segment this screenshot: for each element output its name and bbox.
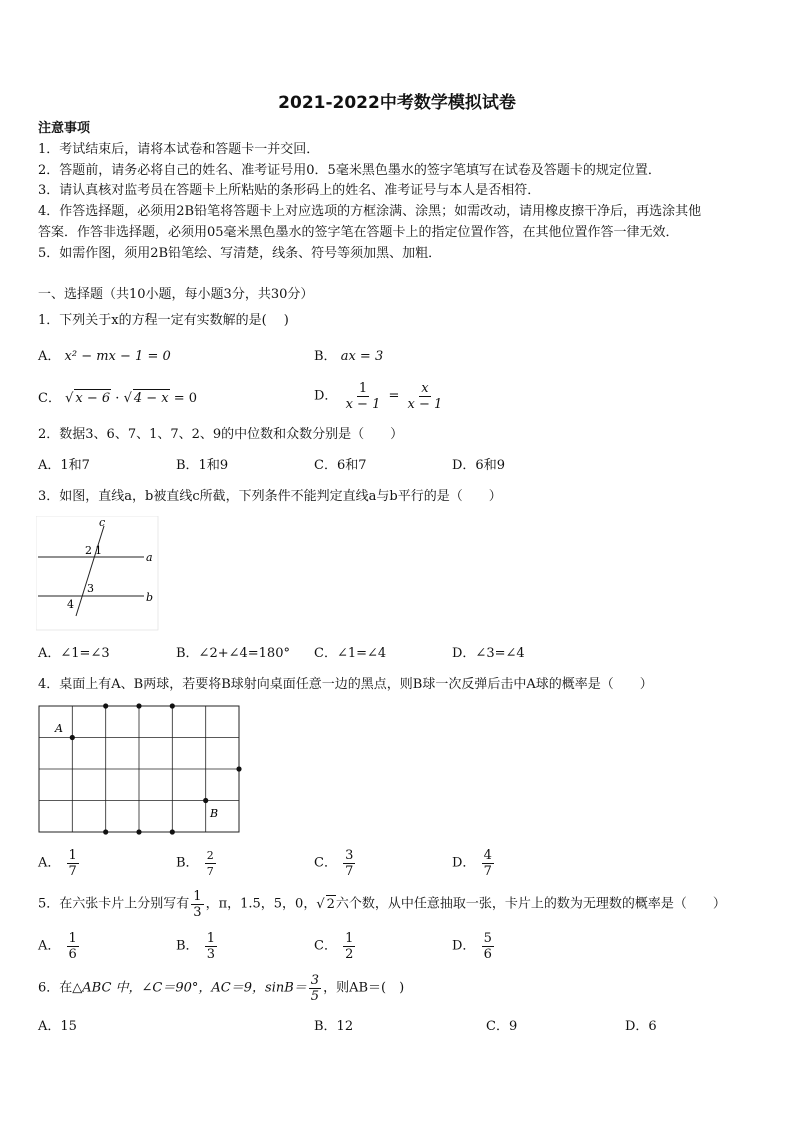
question-4-stem: 4．桌面上有A、B两球，若要将B球射向桌面任意一边的黑点，则B球一次反弹后击中A球的概率是（ ） xyxy=(38,677,653,692)
stem-text: 六个数，从中任意抽取一张，卡片上的数为无理数的概率是（ ） xyxy=(335,896,726,912)
q4-option-b[interactable] xyxy=(176,848,218,879)
angle-3-label: 3 xyxy=(87,582,94,595)
billiard-table-figure xyxy=(36,702,246,836)
q3-option-c[interactable]: C．∠1=∠4 xyxy=(314,646,387,661)
option-label: A． xyxy=(38,855,61,871)
exam-title: 2021-2022中考数学模拟试卷 xyxy=(278,93,516,113)
stem-text: 5．在六张卡片上分别写有 xyxy=(38,896,190,912)
option-label: D． xyxy=(452,855,476,871)
question-5-stem: 5．在六张卡片上分别写有 $\frac{1}{3}$ ，π，1.5，5，0，√ 2六个数，从中任意抽取一张，卡片上的数为无理数的概率是（ ） xyxy=(38,889,726,920)
q5-option-c[interactable] xyxy=(314,931,357,962)
question-1-stem: 1．下列关于x的方程一定有实数解的是( ) xyxy=(38,313,289,328)
fraction-numerator: 1 xyxy=(68,848,77,863)
equals-sign: = xyxy=(388,388,400,404)
dot-operator: · xyxy=(115,391,120,406)
fraction-numerator: x xyxy=(421,381,429,396)
notice-item: 答案．作答非选择题，必须用05毫米黑色墨水的签字笔在答题卡上的指定位置作答，在其他位置作答一律无效． xyxy=(38,225,679,240)
fraction-numerator: 1 xyxy=(68,931,77,946)
fraction-numerator: 2 xyxy=(206,849,214,862)
option-label: B． xyxy=(314,349,337,364)
fraction-denominator: 3 xyxy=(206,947,215,962)
fraction-denominator: 7 xyxy=(68,864,77,879)
ball-a-label: A xyxy=(55,722,63,735)
fraction-numerator: 3 xyxy=(310,973,320,988)
figure-border xyxy=(36,516,158,630)
q1-option-a[interactable] xyxy=(38,348,171,366)
q6-option-a[interactable]: A．15 xyxy=(38,1019,77,1034)
q2-option-d[interactable]: D．6和9 xyxy=(452,458,505,473)
fraction-denominator: x − 1 xyxy=(345,397,381,412)
question-3-stem: 3．如图，直线a，b被直线c所截，下列条件不能判定直线a与b平行的是（ ） xyxy=(38,489,502,504)
fraction-numerator: 1 xyxy=(345,931,354,946)
q5-option-b[interactable] xyxy=(176,931,219,962)
radicand: x − 6 xyxy=(75,391,111,406)
q4-option-c[interactable] xyxy=(314,848,357,879)
section-heading: 一、选择题（共10小题，每小题3分，共30分） xyxy=(38,287,314,302)
equals-zero: = 0 xyxy=(173,391,198,406)
q6-option-b[interactable]: B．12 xyxy=(314,1019,354,1034)
fraction-denominator: x − 1 xyxy=(407,397,443,412)
label-c: c xyxy=(99,516,106,529)
ball-a xyxy=(70,735,75,740)
q1-option-d[interactable] xyxy=(314,381,446,412)
fraction-numerator: 1 xyxy=(358,381,368,396)
option-label: C． xyxy=(38,391,61,406)
question-2-stem: 2．数据3、6、7、1、7、2、9的中位数和众数分别是（ ） xyxy=(38,427,404,442)
fraction-numerator: 1 xyxy=(193,889,202,904)
fraction-numerator: 1 xyxy=(206,931,215,946)
q6-option-d[interactable]: D．6 xyxy=(625,1019,657,1034)
option-label: A． xyxy=(38,349,61,364)
q1-option-b[interactable] xyxy=(314,348,383,366)
fraction-denominator: 3 xyxy=(193,905,202,920)
fraction-denominator: 6 xyxy=(68,947,77,962)
fraction-denominator: 7 xyxy=(345,864,354,879)
fraction-denominator: 6 xyxy=(483,947,492,962)
fraction-numerator: 5 xyxy=(483,931,492,946)
stem-text: △ABC 中，∠C＝90°，AC＝9，sinB＝ xyxy=(72,980,307,996)
radicand: 4 − x xyxy=(133,391,169,406)
notice-item: 5．如需作图，须用2B铅笔绘、写清楚，线条、符号等须加黑、加粗． xyxy=(38,246,442,261)
stem-text: 6．在 xyxy=(38,980,73,996)
fraction-denominator: 7 xyxy=(206,865,214,878)
notice-item: 4．作答选择题，必须用2B铅笔将答题卡上对应选项的方框涂满、涂黑；如需改动，请用橡皮擦干净后，再选涂其他 xyxy=(38,204,702,219)
option-expression: ax = 3 xyxy=(340,349,384,364)
angle-1-label: 1 xyxy=(95,544,102,557)
radicand: 2 xyxy=(326,897,335,912)
q3-option-b[interactable]: B．∠2+∠4=180° xyxy=(176,646,290,661)
q1-option-c[interactable]: C． √ x − 6 · √ 4 − x = 0 xyxy=(38,391,198,406)
notice-item: 1．考试结束后，请将本试卷和答题卡一并交回． xyxy=(38,142,320,157)
ball-b-label: B xyxy=(210,807,219,820)
option-label: A． xyxy=(38,938,61,954)
q4-option-a[interactable] xyxy=(38,848,81,879)
q5-option-a[interactable] xyxy=(38,931,81,962)
q3-option-a[interactable]: A．∠1=∠3 xyxy=(38,646,110,661)
option-label: D． xyxy=(452,938,476,954)
line-c xyxy=(76,526,104,616)
q3-option-d[interactable]: D．∠3=∠4 xyxy=(452,646,525,661)
fraction-denominator: 7 xyxy=(483,864,492,879)
option-label: C． xyxy=(314,938,337,954)
ball-b xyxy=(203,798,208,803)
option-expression: x² − mx − 1 = 0 xyxy=(64,349,171,364)
option-label: B． xyxy=(176,855,199,871)
angle-2-label: 2 xyxy=(85,544,92,557)
option-label: B． xyxy=(176,938,199,954)
notice-item: 3．请认真核对监考员在答题卡上所粘贴的条形码上的姓名、准考证号与本人是否相符． xyxy=(38,183,541,198)
option-label: C． xyxy=(314,855,337,871)
stem-text: ，π，1.5，5，0， xyxy=(205,896,317,912)
fraction-denominator: 2 xyxy=(345,947,354,962)
label-b: b xyxy=(146,591,154,604)
q5-option-d[interactable] xyxy=(452,931,496,962)
q6-option-c[interactable]: C．9 xyxy=(486,1019,518,1034)
fraction-numerator: 4 xyxy=(483,848,492,863)
notice-heading: 注意事项 xyxy=(38,121,91,136)
question-6-stem xyxy=(38,973,404,1004)
q2-option-a[interactable]: A．1和7 xyxy=(38,458,90,473)
q2-option-b[interactable]: B．1和9 xyxy=(176,458,229,473)
option-label: D． xyxy=(314,388,338,404)
fraction-denominator: 5 xyxy=(310,989,320,1004)
label-a: a xyxy=(146,551,153,564)
fraction-numerator: 3 xyxy=(345,848,354,863)
angle-4-label: 4 xyxy=(67,598,74,611)
stem-text: ，则AB＝( ) xyxy=(323,980,405,996)
notice-item: 2．答题前，请务必将自己的姓名、准考证号用0．5毫米黑色墨水的签字笔填写在试卷及答题卡的规定位置． xyxy=(38,163,661,178)
parallel-lines-figure xyxy=(36,516,160,632)
table-grid xyxy=(39,706,239,832)
q4-option-d[interactable] xyxy=(452,848,496,879)
q2-option-c[interactable]: C．6和7 xyxy=(314,458,367,473)
